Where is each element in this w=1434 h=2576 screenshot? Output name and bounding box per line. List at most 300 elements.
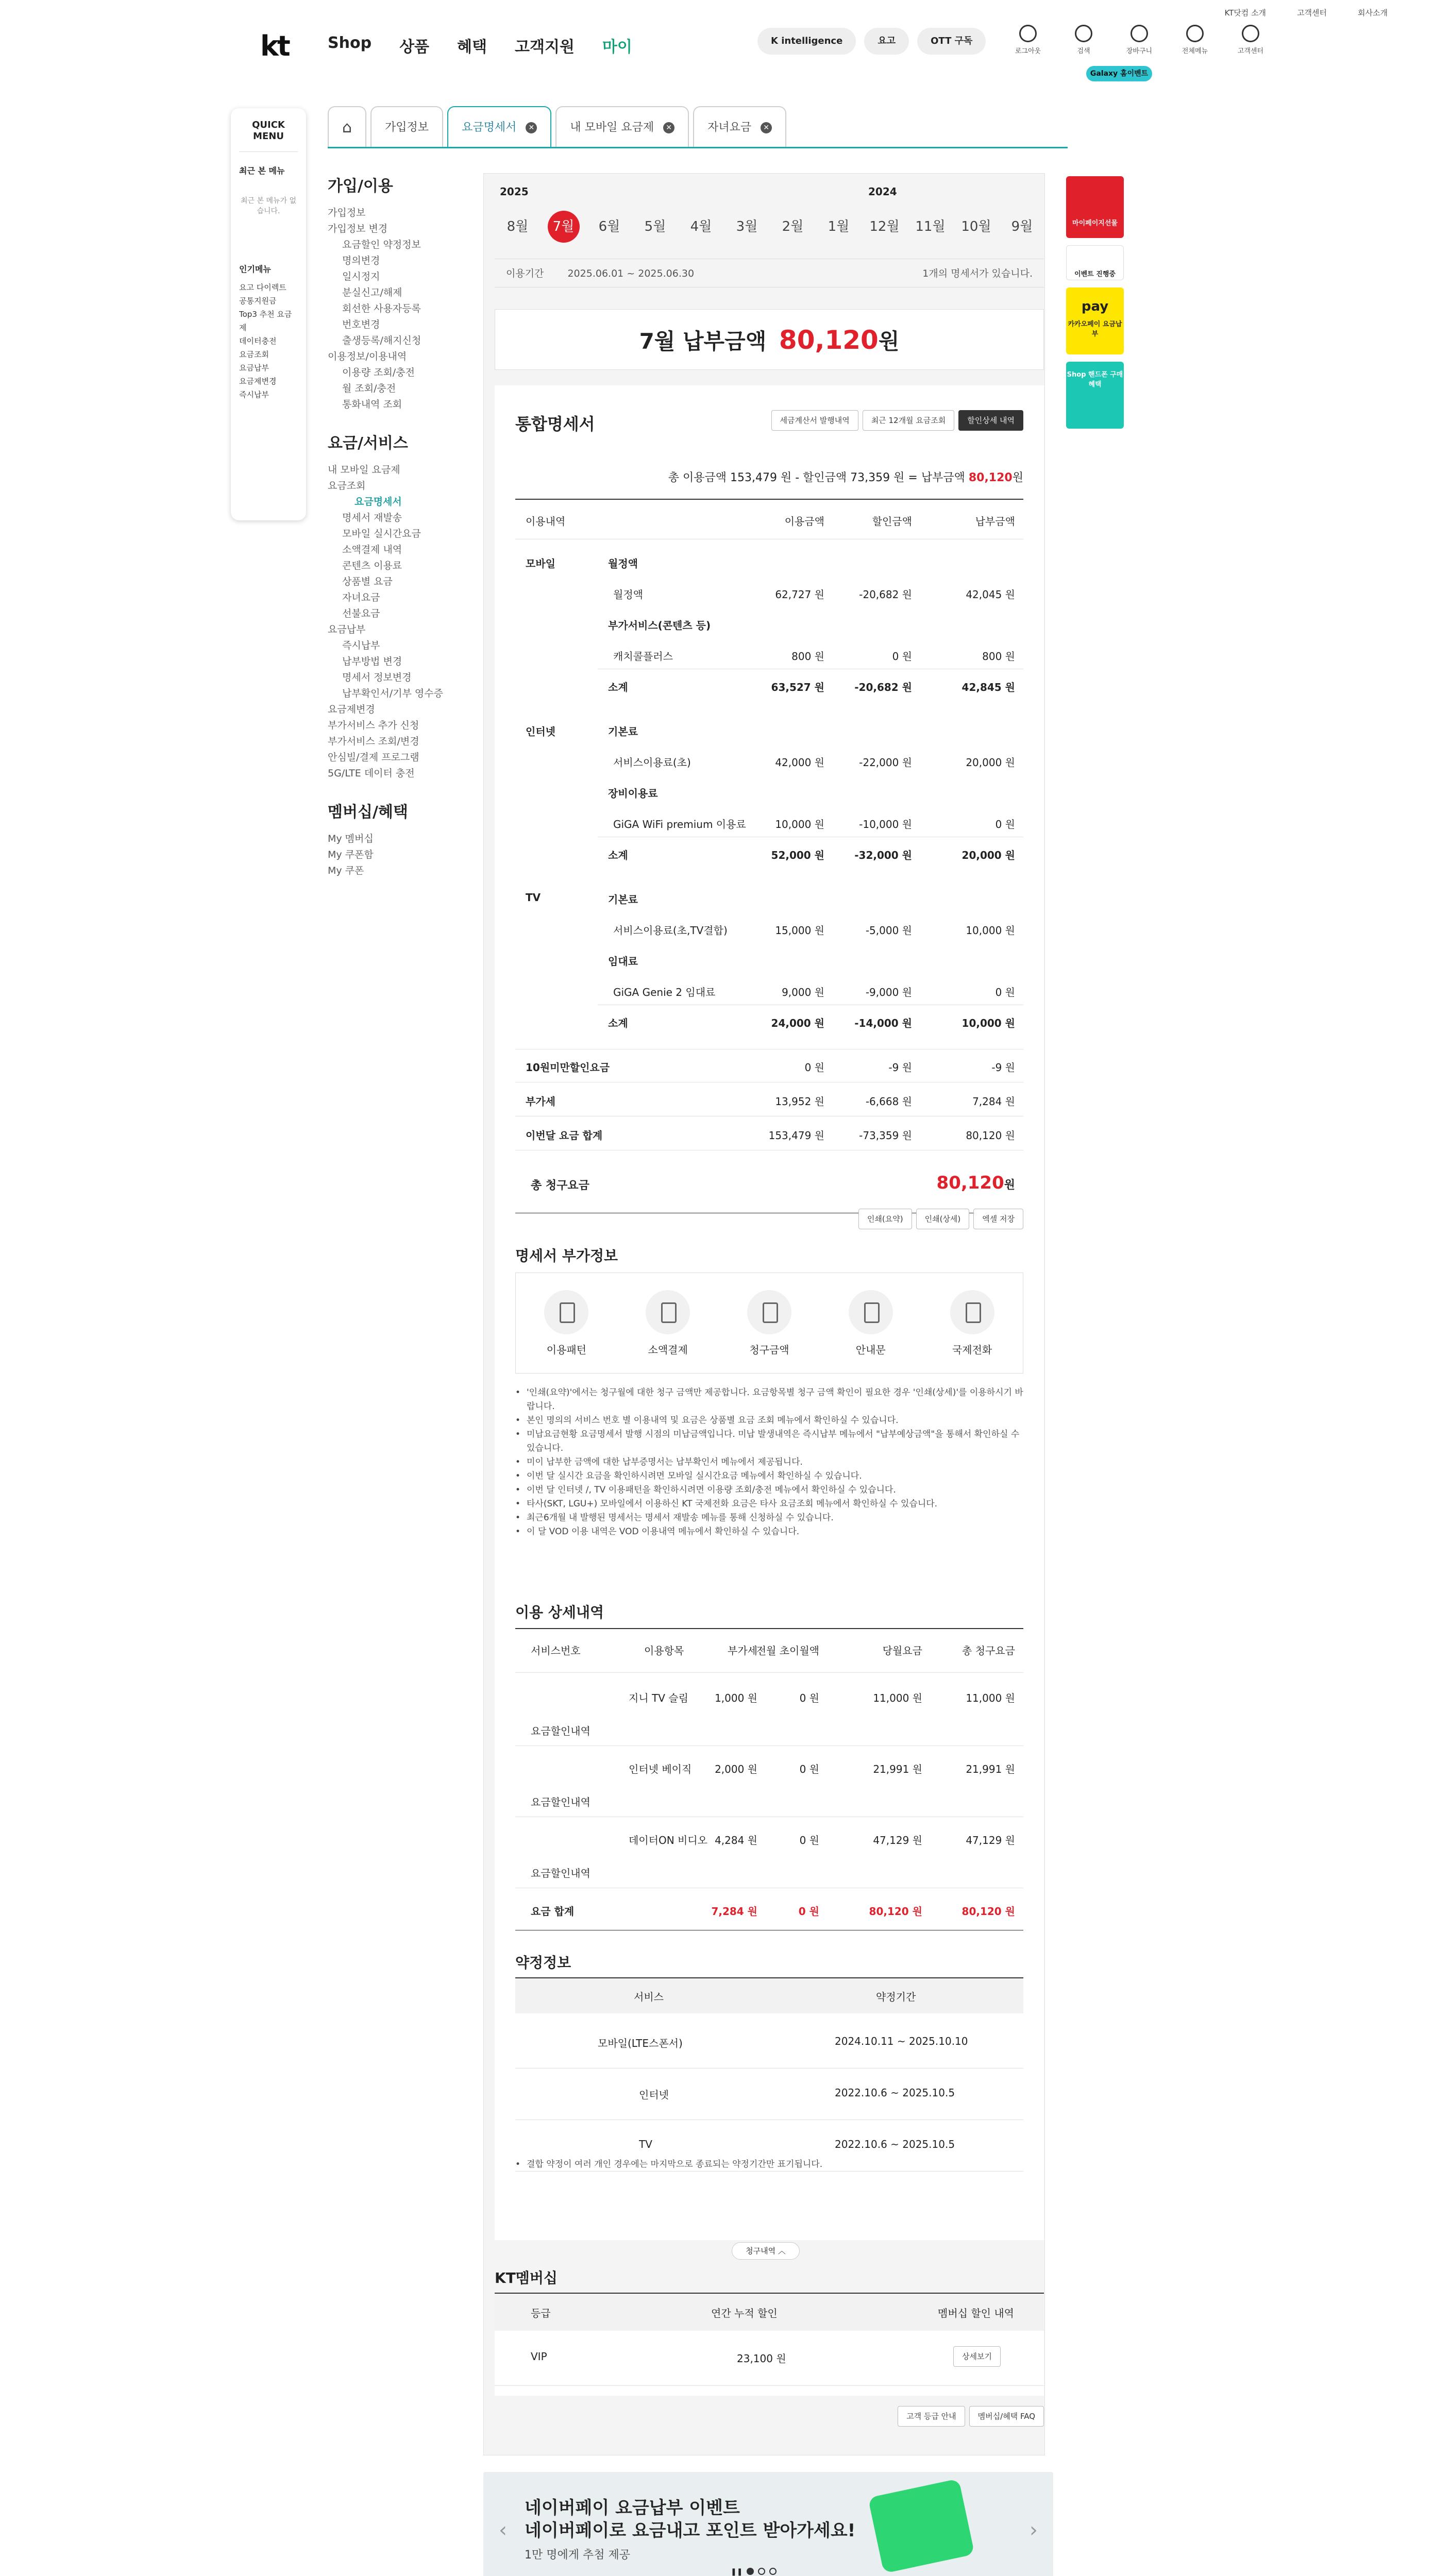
tab-item[interactable]: 가입정보 [370, 106, 443, 147]
table-cell: 부가세 [526, 1095, 555, 1108]
tab-item[interactable]: 내 모바일 요금제 ✕ [555, 106, 689, 147]
table-cell: 부가세 [728, 1645, 757, 1657]
table-cell: 20,000 원 [966, 756, 1015, 769]
header-util[interactable] [1121, 25, 1157, 55]
table-cell: 캐치콜플러스 [613, 650, 673, 663]
table-cell: 42,045 원 [966, 588, 1015, 601]
note-item: • 이번 달 실시간 요금을 확인하시려면 모바일 실시간요금 메뉴에서 확인하실 수 있습니다. [515, 1469, 1023, 1483]
table-cell: -9 원 [888, 1061, 912, 1074]
lnb-item[interactable]: 납부방법 변경 [342, 656, 402, 667]
period-value: 2025.06.01 ~ 2025.06.30 [567, 268, 695, 279]
banner-line3: 1만 명에게 추첨 제공 [525, 2549, 630, 2562]
lnb-item[interactable]: 이용정보/이용내역 [328, 351, 407, 362]
recent-empty: 최근 본 메뉴가 없습니다. [240, 197, 297, 215]
table-cell: 총 청구요금 [531, 1179, 589, 1192]
table-cell: 47,129 원 [873, 1834, 922, 1846]
table-cell: 0 원 [799, 1763, 819, 1775]
addinfo-label: 이용패턴 [546, 1343, 587, 1356]
nav-item[interactable]: 혜택 [457, 38, 487, 56]
fold-button[interactable]: 청구내역 ︿ [732, 2242, 800, 2260]
popular-item[interactable]: 요고 다이렉트 [239, 283, 286, 292]
month-tab[interactable] [862, 210, 907, 243]
total-amount [937, 1173, 1015, 1193]
popular-item[interactable]: 공통지원금 [239, 296, 277, 306]
table-cell: 13,952 원 [775, 1095, 824, 1108]
note-item: • 이번 달 인터넷 /, TV 이용패턴을 확인하시려면 이용량 조회/충전 메뉴에서 확인하실 수 있습니다. [515, 1483, 1023, 1497]
lnb-item[interactable]: 요금할인 약정정보 [342, 239, 421, 250]
main-nav [328, 34, 632, 57]
nav-item[interactable]: Shop [328, 34, 372, 52]
recent-title: 최근 본 메뉴 [239, 166, 285, 176]
table-top-line [515, 499, 1023, 500]
header-pill[interactable]: 요고 [864, 28, 909, 55]
tab-item[interactable]: 자녀요금 ✕ [693, 106, 786, 147]
statement-title: 통합명세서 [515, 414, 595, 434]
pay-amount: 80,120 [779, 325, 879, 355]
quick-menu-title: QUICK MENU [239, 120, 298, 152]
contract-title: 약정정보 [515, 1954, 571, 1971]
table-cell: 80,120 원 [966, 1129, 1015, 1142]
util-icon [1075, 25, 1092, 42]
note-item: • 이 달 VOD 이용 내역은 VOD 이용내역 메뉴에서 확인하실 수 있습니다. [515, 1525, 1023, 1539]
table-cell: 0 원 [799, 1834, 819, 1846]
lnb-item[interactable]: 명의변경 [342, 255, 380, 266]
month-tab[interactable] [632, 210, 678, 243]
tab-underline [328, 147, 1068, 148]
table-cell: 1,000 원 [715, 1692, 757, 1704]
table-cell: 전월 초이월액 [756, 1645, 819, 1657]
header-util[interactable] [1010, 25, 1046, 55]
popular-item[interactable]: 요금조회 [239, 350, 269, 359]
month-label: 10월 [961, 219, 991, 234]
naverpay-banner[interactable] [483, 2472, 1053, 2576]
table-cell: 인터넷 [639, 2089, 669, 2101]
table-cell: 약정기간 [876, 1991, 916, 2003]
table-cell: 지니 TV 슬림 [629, 1692, 688, 1704]
util-link[interactable]: 고객센터 [1297, 8, 1327, 18]
galaxy-badge[interactable]: Galaxy 홈이벤트 [1086, 66, 1152, 81]
popular-title: 인기메뉴 [239, 264, 271, 274]
table-cell: 2022.10.6 ~ 2025.10.5 [835, 2138, 955, 2150]
banner-line2: 네이버페이로 요금내고 포인트 받아가세요! [525, 2520, 856, 2541]
nav-item[interactable]: 고객지원 [515, 38, 575, 56]
lnb-item[interactable]: 일시정지 [342, 271, 380, 282]
util-icon [1019, 25, 1037, 42]
lnb-item[interactable]: 번호변경 [342, 319, 380, 330]
banner-pager[interactable]: ❚❚ [731, 2568, 777, 2576]
lnb-item[interactable]: 부가서비스 추가 신청 [328, 720, 419, 731]
table-cell: 데이터ON 비디오 [629, 1834, 707, 1846]
ad-kakaopay[interactable]: pay 카카오페이 요금납부 [1066, 287, 1124, 354]
lnb-item[interactable]: 가입정보 변경 [328, 223, 388, 234]
table-cell: 이용내역 [526, 515, 566, 528]
month-tab[interactable] [541, 210, 586, 243]
table-cell: 서비스번호 [531, 1645, 581, 1657]
table-line [515, 1745, 1023, 1746]
header-util[interactable] [1066, 25, 1102, 55]
lnb-item[interactable]: 명세서 정보변경 [342, 672, 412, 683]
month-label: 1월 [828, 219, 850, 234]
kt-logo[interactable]: kt [260, 30, 289, 62]
table-cell: 요금할인내역 [531, 1867, 591, 1879]
table-cell: 소계 [608, 849, 628, 861]
table-cell: 할인금액 [872, 515, 912, 528]
month-label: 3월 [736, 219, 758, 234]
table-cell: 이용항목 [644, 1645, 684, 1657]
header-util[interactable] [1177, 25, 1213, 55]
addinfo-item[interactable] [528, 1290, 605, 1357]
lnb-item[interactable]: My 멤버십 [328, 833, 374, 844]
membership-detail-button[interactable]: 상세보기 [953, 2346, 1001, 2367]
note-item: • '인쇄(요약)'에서는 청구월에 대한 청구 금액만 제공합니다. 요금항목별 청구 금액 확인이 필요한 경우 '인쇄(상세)'를 이용하시기 바랍니다. [515, 1386, 1023, 1414]
month-tab[interactable] [495, 210, 541, 243]
lnb-item[interactable]: 내 모바일 요금제 [328, 464, 400, 476]
table-cell: 서비스이용료(초,TV결합) [613, 924, 728, 937]
month-label: 7월 [548, 211, 580, 243]
header-pill[interactable]: OTT 구독 [917, 28, 986, 55]
lnb-heading: 요금/서비스 [328, 434, 408, 452]
naverpay-card-icon [868, 2479, 974, 2573]
lnb-item[interactable]: 안심빌/결제 프로그램 [328, 752, 419, 763]
header-util[interactable] [1233, 25, 1269, 55]
table-cell: 42,845 원 [961, 681, 1015, 693]
util-label: 검색 [1077, 47, 1090, 55]
table-cell: 11,000 원 [966, 1692, 1015, 1704]
popular-item[interactable]: 즉시납부 [239, 390, 269, 399]
table-cell: 7,284 원 [972, 1095, 1015, 1108]
total-value: 80,120 [936, 1173, 1004, 1193]
usage-table [515, 1628, 1023, 1918]
table-cell: 인터넷 [526, 725, 555, 738]
contract-note: • 결합 약정이 여러 개인 경우에는 마지막으로 종료되는 약정기간만 표기됩니다. [515, 2158, 1023, 2172]
month-tab[interactable] [770, 210, 816, 243]
table-cell: 800 원 [982, 650, 1015, 663]
popular-item[interactable]: 요금제변경 [239, 377, 277, 386]
pay-amount-box [495, 309, 1044, 370]
year-2024: 2024 [868, 185, 897, 198]
membership-title: KT멤버십 [495, 2269, 558, 2286]
util-label: 전체메뉴 [1182, 47, 1208, 55]
month-selector [495, 185, 1044, 247]
table-cell: 2024.10.11 ~ 2025.10.10 [835, 2035, 968, 2047]
table-line [515, 2068, 1023, 2069]
table-cell: VIP [531, 2350, 547, 2363]
usage-title: 이용 상세내역 [515, 1604, 604, 1621]
month-label: 2월 [782, 219, 804, 234]
table-cell: 47,129 원 [966, 1834, 1015, 1846]
util-icon [1186, 25, 1204, 42]
month-label: 5월 [644, 219, 666, 234]
banner-prev-icon[interactable]: ‹ [499, 2518, 507, 2542]
table-cell: TV [526, 891, 541, 904]
table-cell: 모바일 [526, 557, 555, 570]
period-note: 1개의 명세서가 있습니다. [922, 268, 1033, 279]
addinfo-label: 소액결제 [648, 1343, 688, 1356]
table-cell: 21,991 원 [966, 1763, 1015, 1775]
table-cell: 장비이용료 [608, 787, 658, 800]
table-line [495, 2385, 1044, 2386]
util-link[interactable]: KT닷컴 소개 [1224, 8, 1267, 18]
table-cell: 0 원 [995, 818, 1015, 831]
month-tab[interactable] [724, 210, 770, 243]
table-cell: 2,000 원 [715, 1763, 757, 1775]
table-cell: 10,000 원 [961, 1017, 1015, 1029]
table-cell: 월정액 [608, 557, 638, 570]
note-item: • 최근6개월 내 발행된 명세서는 명세서 재발송 메뉴를 통해 신청하실 수 있습니다. [515, 1511, 1023, 1525]
ad-my-gift[interactable]: 마이페이지선물 [1066, 176, 1124, 238]
membership-button[interactable]: 멤버십/혜택 FAQ [969, 2406, 1044, 2427]
lnb-item[interactable]: 월 조회/충전 [342, 383, 396, 394]
print-button[interactable]: 인쇄(요약) [858, 1209, 912, 1229]
table-cell: -73,359 원 [859, 1129, 912, 1142]
statement-button[interactable]: 할인상세 내역 [958, 410, 1023, 431]
month-tab[interactable] [586, 210, 632, 243]
period-bar [495, 259, 1044, 287]
addinfo-icon [950, 1290, 994, 1334]
lnb-item[interactable]: My 쿠폰함 [328, 849, 374, 860]
popular-item[interactable]: Top3 추천 요금제 [239, 310, 292, 332]
banner-next-icon[interactable]: › [1030, 2518, 1038, 2542]
util-label: 장바구니 [1126, 47, 1153, 55]
month-tab[interactable] [816, 210, 862, 243]
table-cell: 소계 [608, 1017, 628, 1029]
month-tab[interactable] [907, 210, 953, 243]
table-cell: 10원미만할인요금 [526, 1061, 610, 1074]
banner-line1: 네이버페이 요금납부 이벤트 [525, 2498, 740, 2518]
statement-button[interactable]: 세금계산서 발행내역 [771, 410, 858, 431]
table-cell: 52,000 원 [771, 849, 824, 861]
lnb-item[interactable]: 상품별 요금 [342, 576, 393, 587]
table-cell: -10,000 원 [859, 818, 912, 831]
month-label: 6월 [598, 219, 620, 234]
table-cell: 10,000 원 [775, 818, 824, 831]
tab-close-icon[interactable]: ✕ [761, 122, 772, 133]
table-cell: 20,000 원 [961, 849, 1015, 861]
table-cell: 당월요금 [882, 1645, 922, 1657]
util-link[interactable]: 회사소개 [1358, 8, 1388, 18]
table-cell: 10,000 원 [966, 924, 1015, 937]
table-cell: 인터넷 베이직 [629, 1763, 692, 1775]
table-cell: 7,284 원 [711, 1905, 757, 1918]
table-cell: 0 원 [892, 650, 912, 663]
pay-unit: 원 [878, 329, 900, 354]
lnb-item[interactable]: 요금납부 [328, 624, 366, 635]
bill-table [515, 499, 1023, 1193]
contract-head [515, 1977, 1023, 2013]
quick-menu [231, 108, 306, 520]
addinfo-title: 명세서 부가정보 [515, 1247, 618, 1264]
month-label: 12월 [869, 219, 900, 234]
table-cell: 부가서비스(콘텐츠 등) [608, 619, 711, 632]
addinfo-item[interactable] [934, 1290, 1011, 1357]
table-cell: -20,682 원 [859, 588, 912, 601]
table-cell: 납부금액 [975, 515, 1015, 528]
left-nav [328, 173, 482, 896]
lnb-item[interactable]: 선불요금 [342, 608, 380, 619]
lnb-heading: 가입/이용 [328, 177, 393, 195]
table-cell: 총 청구요금 [962, 1645, 1015, 1657]
home-icon[interactable]: ⌂ [328, 106, 366, 147]
note-item: • 타사(SKT, LGU+) 모바일에서 이용하신 KT 국제전화 요금은 타사 요금조회 메뉴에서 확인하실 수 있습니다. [515, 1497, 1023, 1511]
note-item: • 미이 납부한 금액에 대한 납부증명서는 납부확인서 메뉴에서 제공됩니다. [515, 1455, 1023, 1469]
addinfo-label: 국제전화 [952, 1343, 992, 1356]
table-cell: 기본료 [608, 725, 638, 738]
table-cell: 모바일(LTE스폰서) [598, 2037, 683, 2049]
lnb-item[interactable]: 즉시납부 [342, 640, 380, 651]
table-cell: 23,100 원 [737, 2352, 786, 2365]
statement-summary: 총 이용금액 153,479 원 - 할인금액 73,359 원 = 납부금액 80,120원 [668, 471, 1023, 484]
table-cell: 153,479 원 [768, 1129, 824, 1142]
table-cell: GiGA WiFi premium 이용료 [613, 818, 746, 831]
header-pills [757, 28, 986, 55]
table-cell: 요금 합계 [531, 1905, 575, 1918]
lnb-item[interactable]: 소액결제 내역 [342, 544, 402, 555]
table-cell: 4,284 원 [715, 1834, 757, 1846]
table-cell: 0 원 [995, 986, 1015, 998]
header-utils [1010, 25, 1269, 55]
table-cell: 요금할인내역 [531, 1796, 591, 1808]
lnb-heading: 멤버십/혜택 [328, 803, 408, 821]
print-button[interactable]: 엑셀 저장 [973, 1209, 1023, 1229]
table-cell: -9 원 [991, 1061, 1015, 1074]
lnb-item[interactable]: 콘텐츠 이용료 [342, 560, 402, 571]
table-top-line [515, 1628, 1023, 1629]
lnb-item[interactable]: 5G/LTE 데이터 충전 [328, 768, 415, 779]
statement-button[interactable]: 최근 12개월 요금조회 [863, 410, 955, 431]
my-tabs [328, 106, 786, 147]
table-cell: 15,000 원 [775, 924, 824, 937]
month-tab[interactable] [999, 210, 1045, 243]
month-tab[interactable] [953, 210, 999, 243]
table-cell: 63,527 원 [771, 681, 824, 693]
lnb-item[interactable]: 분실신고/해제 [342, 287, 402, 298]
lnb-item[interactable]: 이용량 조회/충전 [342, 367, 415, 378]
statement-card [495, 385, 1044, 2240]
lnb-item[interactable]: 회선한 사용자등록 [342, 303, 421, 314]
print-button[interactable]: 인쇄(상세) [916, 1209, 970, 1229]
table-cell: 임대료 [608, 955, 638, 968]
table-cell: 소계 [608, 681, 628, 693]
table-cell: 요금할인내역 [531, 1725, 591, 1737]
table-cell: -32,000 원 [854, 849, 912, 861]
table-cell: 이용금액 [784, 515, 824, 528]
table-cell: -6,668 원 [865, 1095, 912, 1108]
table-cell: 0 원 [798, 1905, 819, 1918]
tab-close-icon[interactable]: ✕ [663, 122, 674, 133]
table-cell: 이번달 요금 합계 [526, 1129, 603, 1142]
lnb-item[interactable]: 요금제변경 [328, 704, 375, 715]
table-cell: 등급 [531, 2307, 551, 2319]
table-cell: 11,000 원 [873, 1692, 922, 1704]
addinfo-icon [849, 1290, 893, 1334]
tab-close-icon[interactable]: ✕ [526, 122, 537, 133]
table-cell: 서비스 [634, 1991, 664, 2003]
month-label: 4월 [690, 219, 712, 234]
note-item: • 본인 명의의 서비스 번호 별 이용내역 및 요금은 상품별 요금 조회 메뉴에서 확인하실 수 있습니다. [515, 1414, 1023, 1428]
addinfo-icon [544, 1290, 588, 1334]
period-label: 이용기간 [506, 268, 544, 279]
table-cell: 월정액 [613, 588, 643, 601]
addinfo-item[interactable] [832, 1290, 909, 1357]
lnb-item[interactable]: 통화내역 조회 [342, 399, 402, 410]
lnb-item[interactable]: 부가서비스 조회/변경 [328, 736, 419, 747]
ad-event[interactable]: 이벤트 진행중 [1066, 245, 1124, 280]
lnb-item[interactable]: My 쿠폰 [328, 865, 364, 876]
table-line [515, 1672, 1023, 1673]
table-cell: 80,120 원 [869, 1905, 922, 1918]
header-pill[interactable]: K intelligence [757, 28, 856, 55]
table-cell: 42,000 원 [775, 756, 824, 769]
table-cell: -9,000 원 [865, 986, 912, 998]
contract-table [515, 1977, 1023, 2150]
addinfo-item[interactable] [731, 1290, 808, 1357]
addinfo-label: 청구금액 [749, 1343, 789, 1356]
util-icon [1131, 25, 1148, 42]
table-cell: 연간 누적 할인 [711, 2307, 778, 2319]
lnb-item[interactable]: 가입정보 [328, 207, 366, 218]
table-cell: 62,727 원 [775, 588, 824, 601]
table-cell: 9,000 원 [782, 986, 824, 998]
lnb-item[interactable]: 명세서 재발송 [342, 512, 402, 523]
popular-item[interactable]: 데이터충전 [239, 336, 277, 346]
lnb-item[interactable]: 모바일 실시간요금 [342, 528, 421, 539]
table-cell: -20,682 원 [854, 681, 912, 693]
total-unit: 원 [1004, 1179, 1015, 1192]
tab-item[interactable]: 요금명세서 ✕ [447, 106, 551, 147]
table-cell: 0 원 [804, 1061, 824, 1074]
lnb-item[interactable]: 자녀요금 [342, 592, 380, 603]
addinfo-item[interactable] [629, 1290, 706, 1357]
lnb-item[interactable]: 요금조회 [328, 480, 366, 492]
table-cell: -22,000 원 [859, 756, 912, 769]
table-cell: -14,000 원 [854, 1017, 912, 1029]
table-cell: TV [639, 2138, 652, 2150]
table-cell: 서비스이용료(초) [613, 756, 691, 769]
table-cell: -5,000 원 [865, 924, 912, 937]
util-label: 고객센터 [1237, 47, 1264, 55]
table-cell: GiGA Genie 2 임대료 [613, 986, 716, 998]
util-icon [1242, 25, 1259, 42]
nav-item[interactable]: 마이 [602, 38, 632, 56]
addinfo-icon [747, 1290, 791, 1334]
lnb-item[interactable]: 출생등록/해지신청 [342, 335, 421, 346]
membership-table [495, 2293, 1044, 2396]
month-label: 8월 [507, 219, 529, 234]
side-ads [1066, 176, 1124, 436]
util-label: 로그아웃 [1015, 47, 1041, 55]
table-cell: 24,000 원 [771, 1017, 824, 1029]
addinfo-label: 안내문 [855, 1343, 886, 1356]
membership-button[interactable]: 고객 등급 안내 [898, 2406, 965, 2427]
addinfo-icon [646, 1290, 690, 1334]
table-cell: 80,120 원 [961, 1905, 1015, 1918]
popular-item[interactable]: 요금납부 [239, 363, 269, 372]
table-cell: 21,991 원 [873, 1763, 922, 1775]
util-links [1224, 7, 1388, 18]
year-2025: 2025 [500, 185, 529, 198]
month-label: 11월 [915, 219, 946, 234]
lnb-item[interactable]: 납부확인서/기부 영수증 [342, 688, 443, 699]
table-cell: 800 원 [791, 650, 824, 663]
table-cell: 멤버십 할인 내역 [938, 2307, 1014, 2319]
nav-item[interactable]: 상품 [399, 38, 430, 56]
note-item: • 미납요금현황 요금명세서 발행 시점의 미납금액입니다. 미납 발생내역은 즉시납부 메뉴에서 "납부예상금액"을 통해서 확인하실 수 있습니다. [515, 1428, 1023, 1455]
ad-shop[interactable]: Shop 핸드폰 구매혜택 [1066, 362, 1124, 429]
table-cell: 기본료 [608, 893, 638, 906]
month-tab[interactable] [678, 210, 724, 243]
lnb-item[interactable]: 요금명세서 [355, 496, 402, 507]
pay-title: 7월 납부금액 [639, 329, 767, 354]
